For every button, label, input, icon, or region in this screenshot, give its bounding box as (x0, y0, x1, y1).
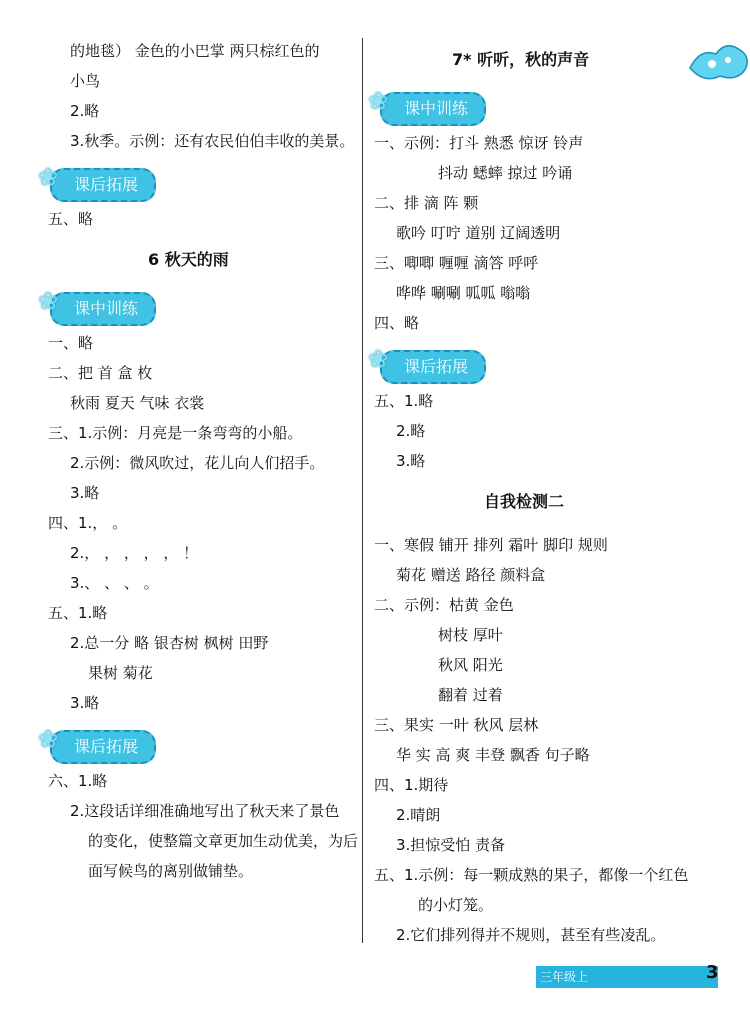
corner-decoration-icon (686, 38, 750, 84)
badge-label: 课中训练 (74, 299, 139, 318)
text-line: 五、1.示例：每一颗成熟的果子，都像一个红色 (374, 866, 689, 884)
text-line: 的地毯） 金色的小巴掌 两只棕红色的 (70, 42, 320, 60)
text-line: 2.略 (70, 102, 100, 120)
text-line: 2.， ， ， ， ， ！ (70, 544, 199, 562)
text-line: 华 实 高 爽 丰登 飘香 句子略 (396, 746, 590, 764)
badge-label: 课中训练 (404, 99, 469, 118)
text-line: 2.示例：微风吹过，花儿向人们招手。 (70, 454, 325, 472)
text-line: 小鸟 (70, 72, 101, 90)
text-line: 二、排 滴 阵 颗 (374, 194, 479, 212)
flower-icon: ❀ (38, 725, 59, 753)
badge-label: 课后拓展 (74, 175, 139, 194)
text-line: 二、示例：枯黄 金色 (374, 596, 514, 614)
text-line: 2.这段话详细准确地写出了秋天来了景色 (70, 802, 340, 820)
text-line: 3.担惊受怕 责备 (396, 836, 506, 854)
lesson-title: 7* 听听，秋的声音 (452, 50, 590, 69)
after-class-badge (38, 163, 156, 202)
section-title: 自我检测二 (484, 492, 565, 511)
badge-label: 课后拓展 (74, 737, 139, 756)
text-line: 四、1.， 。 (48, 514, 128, 532)
text-line: 一、寒假 铺开 排列 霜叶 脚印 规则 (374, 536, 608, 554)
flower-icon: ❀ (38, 287, 59, 315)
text-line: 四、略 (374, 314, 420, 332)
text-line: 菊花 赠送 路径 颜料盒 (396, 566, 546, 584)
grade-label: 三年级上 (540, 970, 589, 984)
text-line: 3.、 、 、 。 (70, 574, 159, 592)
text-line: 五、略 (48, 210, 94, 228)
text-line: 面写候鸟的离别做铺垫。 (88, 862, 254, 880)
text-line: 秋风 阳光 (438, 656, 503, 674)
text-line: 抖动 蟋蟀 掠过 吟诵 (438, 164, 573, 182)
text-line: 3.略 (396, 452, 426, 470)
text-line: 三、果实 一叶 秋风 层林 (374, 716, 539, 734)
text-line: 2.晴朗 (396, 806, 441, 824)
text-line: 一、略 (48, 334, 94, 352)
column-divider (362, 38, 363, 943)
after-class-badge (38, 725, 156, 764)
text-line: 哗哗 唰唰 呱呱 嗡嗡 (396, 284, 531, 302)
lesson-title: 6 秋天的雨 (148, 250, 229, 269)
text-line: 2.总一分 略 银杏树 枫树 田野 (70, 634, 269, 652)
flower-icon: ❀ (368, 87, 389, 115)
text-line: 歌吟 叮咛 道别 辽阔透明 (396, 224, 561, 242)
text-line: 四、1.期待 (374, 776, 449, 794)
text-line: 的变化，使整篇文章更加生动优美，为后 (88, 832, 359, 850)
text-line: 一、示例：打斗 熟悉 惊讶 铃声 (374, 134, 584, 152)
text-line: 秋雨 夏天 气味 衣裳 (70, 394, 205, 412)
text-line: 树枝 厚叶 (438, 626, 503, 644)
text-line: 三、唧唧 喱喱 滴答 呼呼 (374, 254, 539, 272)
text-line: 2.它们排列得并不规则，甚至有些凌乱。 (396, 926, 666, 944)
in-class-badge (38, 287, 156, 326)
text-line: 的小灯笼。 (418, 896, 494, 914)
page-number: 3 (706, 962, 719, 983)
badge-label: 课后拓展 (404, 357, 469, 376)
in-class-badge (368, 87, 486, 126)
text-line: 二、把 首 盒 枚 (48, 364, 153, 382)
text-line: 3.略 (70, 694, 100, 712)
text-line: 五、1.略 (374, 392, 434, 410)
text-line: 3.秋季。示例：还有农民伯伯丰收的美景。 (70, 132, 355, 150)
after-class-badge (368, 345, 486, 384)
text-line: 翻着 过着 (438, 686, 503, 704)
text-line: 五、1.略 (48, 604, 108, 622)
text-line: 三、1.示例：月亮是一条弯弯的小船。 (48, 424, 303, 442)
text-line: 3.略 (70, 484, 100, 502)
text-line: 果树 菊花 (88, 664, 153, 682)
flower-icon: ❀ (368, 345, 389, 373)
text-line: 2.略 (396, 422, 426, 440)
text-line: 六、1.略 (48, 772, 108, 790)
flower-icon: ❀ (38, 163, 59, 191)
